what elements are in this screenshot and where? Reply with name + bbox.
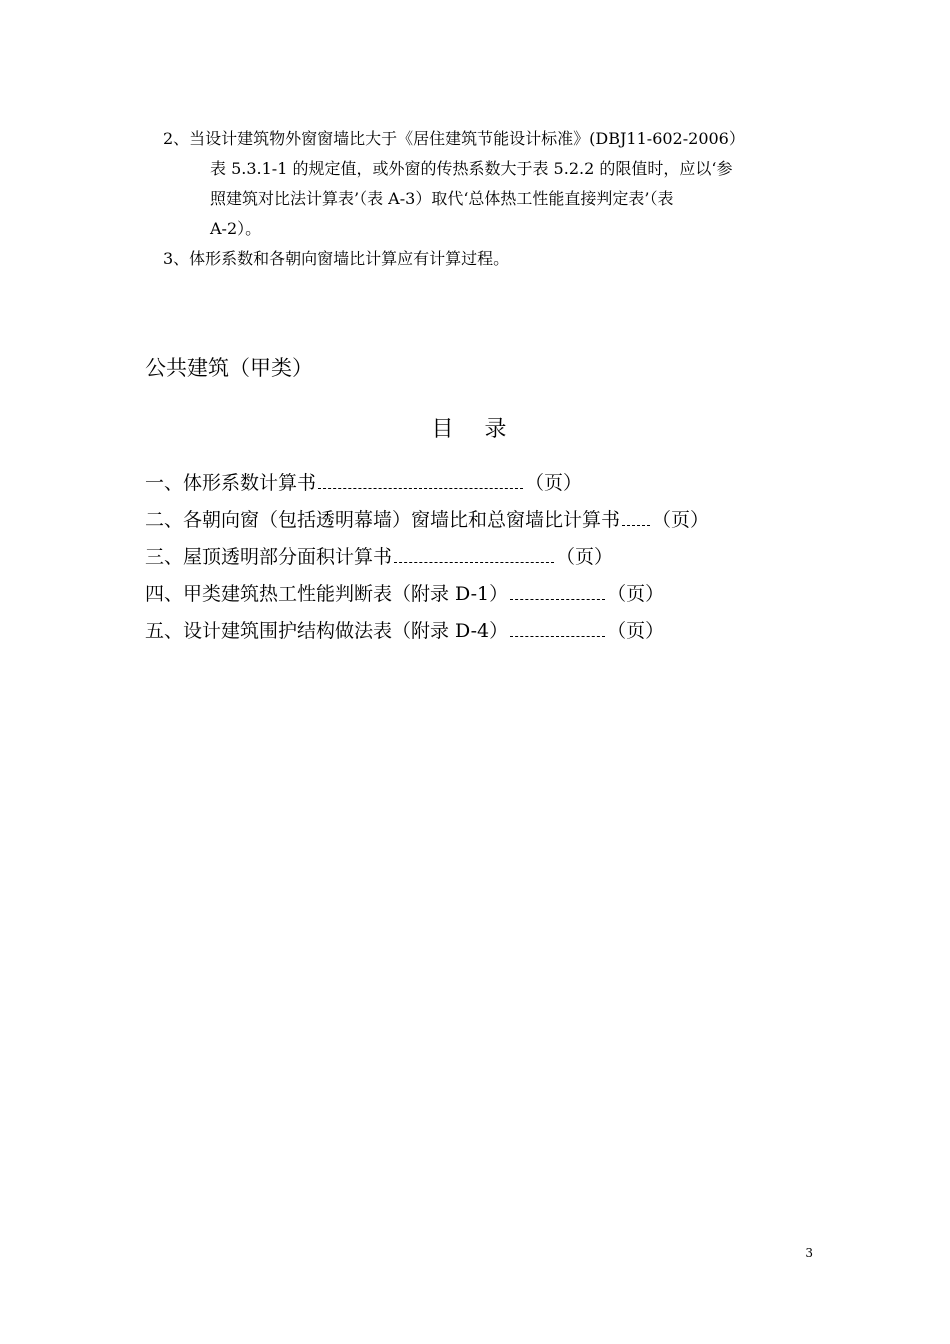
toc-item-label: 五、设计建筑围护结构做法表（附录 D-4）	[145, 620, 509, 642]
section-title: 公共建筑（甲类）	[145, 356, 313, 380]
page-number: 3	[805, 1246, 813, 1260]
note-2	[163, 124, 823, 244]
note-3	[163, 244, 823, 274]
notes-block	[163, 124, 823, 274]
toc-item-5[interactable]	[145, 613, 845, 650]
toc-item-label: 三、屋顶透明部分面积计算书	[145, 546, 393, 568]
note-2-line-1: 2、当设计建筑物外窗窗墙比大于《居住建筑节能设计标准》(DBJ11-602-2006）	[163, 129, 745, 148]
note-2-line-2: 表 5.3.1-1 的规定值，或外窗的传热系数大于表 5.2.2 的限值时，应以‘参	[210, 159, 733, 178]
toc-leader	[622, 507, 650, 526]
toc-item-label: 一、体形系数计算书	[145, 472, 317, 494]
toc-item-label: 二、各朝向窗（包括透明幕墙）窗墙比和总窗墙比计算书	[145, 509, 621, 531]
toc-leader	[510, 618, 605, 637]
toc-leader	[510, 581, 605, 600]
toc-item-label: 四、甲类建筑热工性能判断表（附录 D-1）	[145, 583, 509, 605]
toc-item-page: （页）	[607, 583, 665, 605]
toc-item-page: （页）	[607, 620, 665, 642]
note-2-line-4: A-2）。	[210, 219, 262, 238]
toc-item-1[interactable]	[145, 465, 845, 502]
toc-leader	[318, 470, 523, 489]
toc-item-3[interactable]	[145, 539, 845, 576]
toc-item-page: （页）	[525, 472, 583, 494]
toc-item-page: （页）	[556, 546, 614, 568]
toc-leader	[394, 544, 554, 563]
toc-title: 目 录	[431, 417, 519, 442]
table-of-contents	[145, 465, 845, 650]
toc-item-page: （页）	[652, 509, 710, 531]
note-3-line-1: 3、体形系数和各朝向窗墙比计算应有计算过程。	[163, 249, 510, 268]
toc-item-4[interactable]	[145, 576, 845, 613]
note-2-line-3: 照建筑对比法计算表’（表 A-3）取代‘总体热工性能直接判定表’（表	[210, 189, 674, 208]
toc-item-2[interactable]	[145, 502, 845, 539]
